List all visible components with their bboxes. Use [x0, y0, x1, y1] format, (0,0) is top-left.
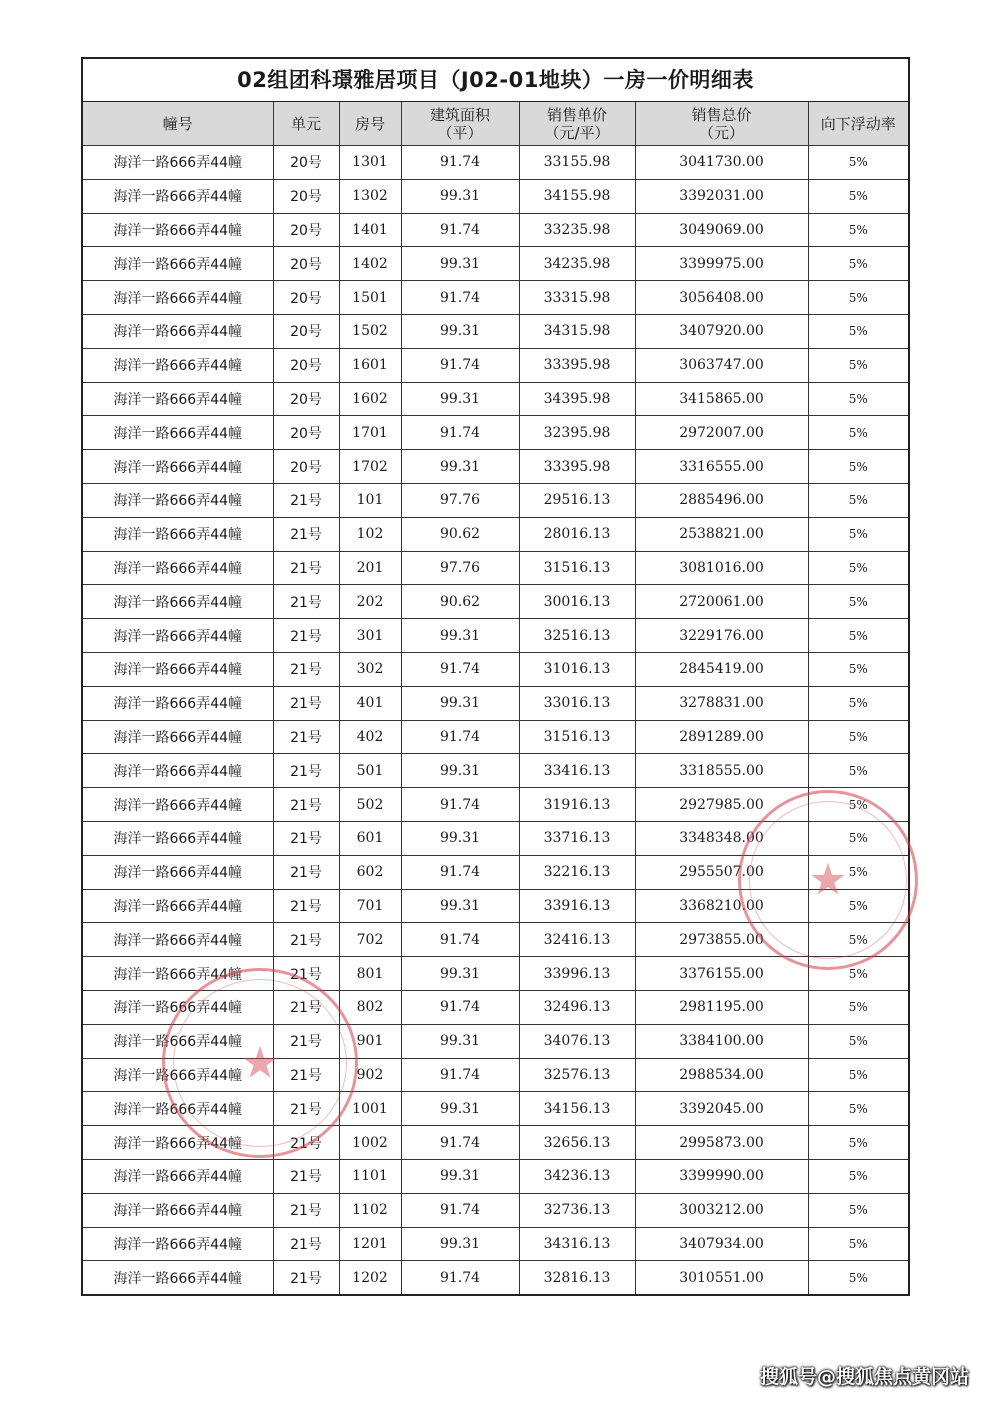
cell-area: 99.31 — [401, 957, 519, 991]
cell-total-price: 3049069.00 — [635, 213, 808, 247]
cell-total-price: 3407920.00 — [635, 314, 808, 348]
table-row — [83, 720, 908, 754]
cell-float-rate: 5% — [808, 179, 908, 213]
cell-total-price: 3399975.00 — [635, 247, 808, 281]
cell-building: 海洋一路666弄44幢 — [83, 483, 273, 517]
cell-unit: 21号 — [273, 686, 339, 720]
cell-unit-price: 31516.13 — [519, 720, 635, 754]
cell-unit: 20号 — [273, 179, 339, 213]
cell-float-rate: 5% — [808, 619, 908, 653]
cell-total-price: 3392045.00 — [635, 1092, 808, 1126]
cell-float-rate: 5% — [808, 483, 908, 517]
cell-total-price: 3081016.00 — [635, 551, 808, 585]
cell-float-rate: 5% — [808, 1024, 908, 1058]
cell-building: 海洋一路666弄44幢 — [83, 382, 273, 416]
cell-total-price: 3384100.00 — [635, 1024, 808, 1058]
cell-building: 海洋一路666弄44幢 — [83, 1058, 273, 1092]
cell-total-price: 2973855.00 — [635, 923, 808, 957]
cell-building: 海洋一路666弄44幢 — [83, 990, 273, 1024]
table-row — [83, 1058, 908, 1092]
cell-room: 702 — [339, 923, 401, 957]
cell-room: 1502 — [339, 314, 401, 348]
cell-unit: 20号 — [273, 146, 339, 180]
cell-float-rate: 5% — [808, 1159, 908, 1193]
cell-total-price: 3392031.00 — [635, 179, 808, 213]
cell-unit: 20号 — [273, 348, 339, 382]
cell-room: 1102 — [339, 1193, 401, 1227]
cell-room: 1002 — [339, 1126, 401, 1160]
cell-building: 海洋一路666弄44幢 — [83, 889, 273, 923]
source-watermark: 搜狐号@搜狐焦点黄冈站 — [759, 1366, 969, 1388]
cell-unit: 21号 — [273, 619, 339, 653]
cell-total-price: 3318555.00 — [635, 754, 808, 788]
cell-unit-price: 33395.98 — [519, 450, 635, 484]
cell-room: 501 — [339, 754, 401, 788]
cell-room: 301 — [339, 619, 401, 653]
cell-unit-price: 33016.13 — [519, 686, 635, 720]
cell-room: 1702 — [339, 450, 401, 484]
cell-room: 802 — [339, 990, 401, 1024]
cell-float-rate: 5% — [808, 281, 908, 315]
cell-unit-price: 33416.13 — [519, 754, 635, 788]
cell-total-price: 3229176.00 — [635, 619, 808, 653]
cell-total-price: 3056408.00 — [635, 281, 808, 315]
table-row — [83, 213, 908, 247]
cell-float-rate: 5% — [808, 1126, 908, 1160]
cell-area: 91.74 — [401, 788, 519, 822]
cell-unit-price: 31916.13 — [519, 788, 635, 822]
cell-unit: 21号 — [273, 1227, 339, 1261]
header-unit: 单元 — [273, 102, 339, 146]
table-row — [83, 855, 908, 889]
cell-unit: 21号 — [273, 551, 339, 585]
cell-unit: 20号 — [273, 314, 339, 348]
table-row — [83, 146, 908, 180]
table-row — [83, 416, 908, 450]
cell-area: 99.31 — [401, 1092, 519, 1126]
cell-unit-price: 34156.13 — [519, 1092, 635, 1126]
cell-area: 99.31 — [401, 1024, 519, 1058]
table-row — [83, 247, 908, 281]
seal-star-icon: ★ — [240, 1037, 280, 1089]
cell-float-rate: 5% — [808, 314, 908, 348]
header-area: 建筑面积 （平） — [401, 102, 519, 146]
cell-unit-price: 29516.13 — [519, 483, 635, 517]
cell-float-rate: 5% — [808, 821, 908, 855]
cell-total-price: 2981195.00 — [635, 990, 808, 1024]
cell-unit-price: 30016.13 — [519, 585, 635, 619]
cell-building: 海洋一路666弄44幢 — [83, 754, 273, 788]
cell-building: 海洋一路666弄44幢 — [83, 1261, 273, 1294]
cell-room: 102 — [339, 517, 401, 551]
cell-unit-price: 33996.13 — [519, 957, 635, 991]
cell-unit-price: 32516.13 — [519, 619, 635, 653]
cell-unit: 21号 — [273, 821, 339, 855]
cell-float-rate: 5% — [808, 382, 908, 416]
table-row — [83, 1261, 908, 1294]
cell-room: 101 — [339, 483, 401, 517]
cell-room: 1701 — [339, 416, 401, 450]
cell-total-price: 2845419.00 — [635, 652, 808, 686]
cell-building: 海洋一路666弄44幢 — [83, 855, 273, 889]
header-float-rate: 向下浮动率 — [808, 102, 908, 146]
cell-building: 海洋一路666弄44幢 — [83, 416, 273, 450]
cell-float-rate: 5% — [808, 213, 908, 247]
cell-room: 1301 — [339, 146, 401, 180]
cell-unit-price: 31516.13 — [519, 551, 635, 585]
table-row — [83, 281, 908, 315]
cell-area: 99.31 — [401, 450, 519, 484]
cell-unit-price: 32496.13 — [519, 990, 635, 1024]
cell-unit-price: 34155.98 — [519, 179, 635, 213]
cell-area: 91.74 — [401, 213, 519, 247]
cell-room: 901 — [339, 1024, 401, 1058]
cell-area: 99.31 — [401, 754, 519, 788]
table-row — [83, 1159, 908, 1193]
cell-building: 海洋一路666弄44幢 — [83, 1159, 273, 1193]
cell-float-rate: 5% — [808, 1058, 908, 1092]
cell-float-rate: 5% — [808, 855, 908, 889]
cell-room: 1601 — [339, 348, 401, 382]
cell-unit: 21号 — [273, 652, 339, 686]
cell-building: 海洋一路666弄44幢 — [83, 923, 273, 957]
cell-total-price: 3376155.00 — [635, 957, 808, 991]
cell-building: 海洋一路666弄44幢 — [83, 788, 273, 822]
cell-building: 海洋一路666弄44幢 — [83, 247, 273, 281]
table-row — [83, 1024, 908, 1058]
cell-area: 99.31 — [401, 821, 519, 855]
cell-building: 海洋一路666弄44幢 — [83, 348, 273, 382]
cell-unit: 20号 — [273, 450, 339, 484]
price-table — [83, 102, 908, 1294]
cell-total-price: 3399990.00 — [635, 1159, 808, 1193]
cell-area: 91.74 — [401, 1126, 519, 1160]
cell-float-rate: 5% — [808, 1092, 908, 1126]
cell-room: 401 — [339, 686, 401, 720]
cell-unit-price: 32576.13 — [519, 1058, 635, 1092]
cell-area: 91.74 — [401, 1261, 519, 1294]
table-header-row — [83, 102, 908, 146]
cell-total-price: 2891289.00 — [635, 720, 808, 754]
table-row — [83, 348, 908, 382]
cell-building: 海洋一路666弄44幢 — [83, 619, 273, 653]
cell-area: 97.76 — [401, 483, 519, 517]
cell-unit-price: 33916.13 — [519, 889, 635, 923]
cell-building: 海洋一路666弄44幢 — [83, 821, 273, 855]
table-row — [83, 1193, 908, 1227]
cell-building: 海洋一路666弄44幢 — [83, 517, 273, 551]
table-row — [83, 821, 908, 855]
cell-room: 1001 — [339, 1092, 401, 1126]
cell-unit-price: 32416.13 — [519, 923, 635, 957]
table-row — [83, 1092, 908, 1126]
header-unit-price: 销售单价 （元/平） — [519, 102, 635, 146]
cell-area: 99.31 — [401, 619, 519, 653]
cell-total-price: 2927985.00 — [635, 788, 808, 822]
cell-total-price: 2995873.00 — [635, 1126, 808, 1160]
cell-float-rate: 5% — [808, 686, 908, 720]
cell-total-price: 3041730.00 — [635, 146, 808, 180]
cell-building: 海洋一路666弄44幢 — [83, 686, 273, 720]
cell-area: 91.74 — [401, 146, 519, 180]
cell-room: 1401 — [339, 213, 401, 247]
document-title: 02组团科璟雅居项目（J02-01地块）一房一价明细表 — [83, 59, 908, 102]
cell-room: 701 — [339, 889, 401, 923]
cell-building: 海洋一路666弄44幢 — [83, 585, 273, 619]
price-list-sheet — [81, 57, 910, 1296]
cell-area: 90.62 — [401, 517, 519, 551]
cell-unit-price: 32216.13 — [519, 855, 635, 889]
table-row — [83, 179, 908, 213]
seal-star-icon: ★ — [808, 854, 848, 906]
cell-float-rate: 5% — [808, 517, 908, 551]
cell-area: 99.31 — [401, 247, 519, 281]
table-row — [83, 957, 908, 991]
cell-float-rate: 5% — [808, 652, 908, 686]
cell-building: 海洋一路666弄44幢 — [83, 146, 273, 180]
cell-unit-price: 33235.98 — [519, 213, 635, 247]
cell-float-rate: 5% — [808, 585, 908, 619]
cell-area: 91.74 — [401, 990, 519, 1024]
cell-total-price: 3010551.00 — [635, 1261, 808, 1294]
cell-unit: 21号 — [273, 1126, 339, 1160]
cell-total-price: 3063747.00 — [635, 348, 808, 382]
cell-room: 1302 — [339, 179, 401, 213]
cell-building: 海洋一路666弄44幢 — [83, 1227, 273, 1261]
cell-unit: 20号 — [273, 382, 339, 416]
cell-area: 91.74 — [401, 652, 519, 686]
table-row — [83, 1227, 908, 1261]
cell-building: 海洋一路666弄44幢 — [83, 1126, 273, 1160]
cell-unit: 21号 — [273, 1261, 339, 1294]
cell-building: 海洋一路666弄44幢 — [83, 1193, 273, 1227]
cell-unit: 21号 — [273, 788, 339, 822]
cell-unit: 20号 — [273, 416, 339, 450]
cell-area: 91.74 — [401, 281, 519, 315]
cell-room: 1101 — [339, 1159, 401, 1193]
cell-unit-price: 34236.13 — [519, 1159, 635, 1193]
table-row — [83, 314, 908, 348]
cell-float-rate: 5% — [808, 957, 908, 991]
cell-float-rate: 5% — [808, 247, 908, 281]
cell-room: 902 — [339, 1058, 401, 1092]
cell-building: 海洋一路666弄44幢 — [83, 450, 273, 484]
cell-area: 99.31 — [401, 179, 519, 213]
table-row — [83, 923, 908, 957]
cell-unit: 20号 — [273, 247, 339, 281]
cell-room: 1202 — [339, 1261, 401, 1294]
cell-total-price: 3415865.00 — [635, 382, 808, 416]
cell-unit: 21号 — [273, 889, 339, 923]
cell-unit-price: 33716.13 — [519, 821, 635, 855]
cell-float-rate: 5% — [808, 990, 908, 1024]
cell-unit-price: 32395.98 — [519, 416, 635, 450]
cell-unit-price: 33315.98 — [519, 281, 635, 315]
cell-unit-price: 28016.13 — [519, 517, 635, 551]
cell-float-rate: 5% — [808, 450, 908, 484]
cell-area: 91.74 — [401, 1058, 519, 1092]
cell-unit: 20号 — [273, 281, 339, 315]
cell-room: 602 — [339, 855, 401, 889]
cell-unit-price: 32656.13 — [519, 1126, 635, 1160]
cell-float-rate: 5% — [808, 889, 908, 923]
cell-building: 海洋一路666弄44幢 — [83, 281, 273, 315]
cell-unit: 21号 — [273, 1159, 339, 1193]
cell-unit: 21号 — [273, 855, 339, 889]
cell-building: 海洋一路666弄44幢 — [83, 179, 273, 213]
cell-float-rate: 5% — [808, 1227, 908, 1261]
cell-float-rate: 5% — [808, 1193, 908, 1227]
cell-room: 1501 — [339, 281, 401, 315]
cell-total-price: 2988534.00 — [635, 1058, 808, 1092]
cell-area: 91.74 — [401, 1193, 519, 1227]
cell-area: 99.31 — [401, 686, 519, 720]
cell-unit: 20号 — [273, 213, 339, 247]
cell-float-rate: 5% — [808, 720, 908, 754]
cell-building: 海洋一路666弄44幢 — [83, 652, 273, 686]
cell-unit-price: 32736.13 — [519, 1193, 635, 1227]
cell-float-rate: 5% — [808, 788, 908, 822]
cell-area: 91.74 — [401, 855, 519, 889]
cell-total-price: 2972007.00 — [635, 416, 808, 450]
cell-area: 99.31 — [401, 314, 519, 348]
cell-float-rate: 5% — [808, 754, 908, 788]
cell-room: 302 — [339, 652, 401, 686]
cell-float-rate: 5% — [808, 1261, 908, 1294]
cell-building: 海洋一路666弄44幢 — [83, 314, 273, 348]
cell-building: 海洋一路666弄44幢 — [83, 720, 273, 754]
cell-total-price: 3003212.00 — [635, 1193, 808, 1227]
cell-unit: 21号 — [273, 720, 339, 754]
cell-unit: 21号 — [273, 923, 339, 957]
cell-unit: 21号 — [273, 1058, 339, 1092]
table-row — [83, 889, 908, 923]
table-row — [83, 1126, 908, 1160]
table-row — [83, 551, 908, 585]
cell-room: 402 — [339, 720, 401, 754]
cell-room: 1201 — [339, 1227, 401, 1261]
table-row — [83, 483, 908, 517]
cell-room: 801 — [339, 957, 401, 991]
header-total-price: 销售总价 （元） — [635, 102, 808, 146]
header-building: 幢号 — [83, 102, 273, 146]
cell-unit-price: 31016.13 — [519, 652, 635, 686]
table-row — [83, 990, 908, 1024]
cell-unit: 21号 — [273, 957, 339, 991]
cell-unit-price: 33155.98 — [519, 146, 635, 180]
cell-total-price: 3348348.00 — [635, 821, 808, 855]
table-row — [83, 450, 908, 484]
cell-building: 海洋一路666弄44幢 — [83, 1024, 273, 1058]
table-row — [83, 652, 908, 686]
cell-area: 90.62 — [401, 585, 519, 619]
cell-float-rate: 5% — [808, 551, 908, 585]
cell-total-price: 3407934.00 — [635, 1227, 808, 1261]
cell-area: 99.31 — [401, 1227, 519, 1261]
cell-unit: 21号 — [273, 1193, 339, 1227]
cell-building: 海洋一路666弄44幢 — [83, 551, 273, 585]
cell-total-price: 3278831.00 — [635, 686, 808, 720]
cell-total-price: 2885496.00 — [635, 483, 808, 517]
cell-float-rate: 5% — [808, 146, 908, 180]
cell-area: 91.74 — [401, 720, 519, 754]
cell-unit-price: 32816.13 — [519, 1261, 635, 1294]
table-row — [83, 788, 908, 822]
cell-area: 91.74 — [401, 923, 519, 957]
cell-unit: 21号 — [273, 1024, 339, 1058]
cell-area: 99.31 — [401, 889, 519, 923]
cell-building: 海洋一路666弄44幢 — [83, 1092, 273, 1126]
cell-unit-price: 34076.13 — [519, 1024, 635, 1058]
cell-area: 91.74 — [401, 348, 519, 382]
cell-total-price: 2955507.00 — [635, 855, 808, 889]
cell-area: 99.31 — [401, 382, 519, 416]
cell-area: 97.76 — [401, 551, 519, 585]
cell-total-price: 2538821.00 — [635, 517, 808, 551]
cell-unit-price: 33395.98 — [519, 348, 635, 382]
cell-building: 海洋一路666弄44幢 — [83, 957, 273, 991]
cell-room: 202 — [339, 585, 401, 619]
cell-room: 1602 — [339, 382, 401, 416]
table-row — [83, 754, 908, 788]
cell-room: 502 — [339, 788, 401, 822]
cell-unit-price: 34235.98 — [519, 247, 635, 281]
table-row — [83, 585, 908, 619]
cell-float-rate: 5% — [808, 348, 908, 382]
cell-total-price: 2720061.00 — [635, 585, 808, 619]
cell-room: 201 — [339, 551, 401, 585]
cell-room: 1402 — [339, 247, 401, 281]
cell-unit-price: 34315.98 — [519, 314, 635, 348]
cell-total-price: 3368210.00 — [635, 889, 808, 923]
table-body — [83, 146, 908, 1295]
cell-unit: 21号 — [273, 1092, 339, 1126]
cell-unit-price: 34395.98 — [519, 382, 635, 416]
table-row — [83, 686, 908, 720]
cell-unit: 21号 — [273, 483, 339, 517]
cell-unit: 21号 — [273, 990, 339, 1024]
cell-area: 91.74 — [401, 416, 519, 450]
cell-area: 99.31 — [401, 1159, 519, 1193]
cell-unit: 21号 — [273, 754, 339, 788]
cell-unit-price: 34316.13 — [519, 1227, 635, 1261]
cell-float-rate: 5% — [808, 416, 908, 450]
cell-total-price: 3316555.00 — [635, 450, 808, 484]
cell-room: 601 — [339, 821, 401, 855]
cell-float-rate: 5% — [808, 923, 908, 957]
cell-building: 海洋一路666弄44幢 — [83, 213, 273, 247]
cell-unit: 21号 — [273, 585, 339, 619]
table-row — [83, 517, 908, 551]
cell-unit: 21号 — [273, 517, 339, 551]
table-row — [83, 382, 908, 416]
table-row — [83, 619, 908, 653]
header-room: 房号 — [339, 102, 401, 146]
